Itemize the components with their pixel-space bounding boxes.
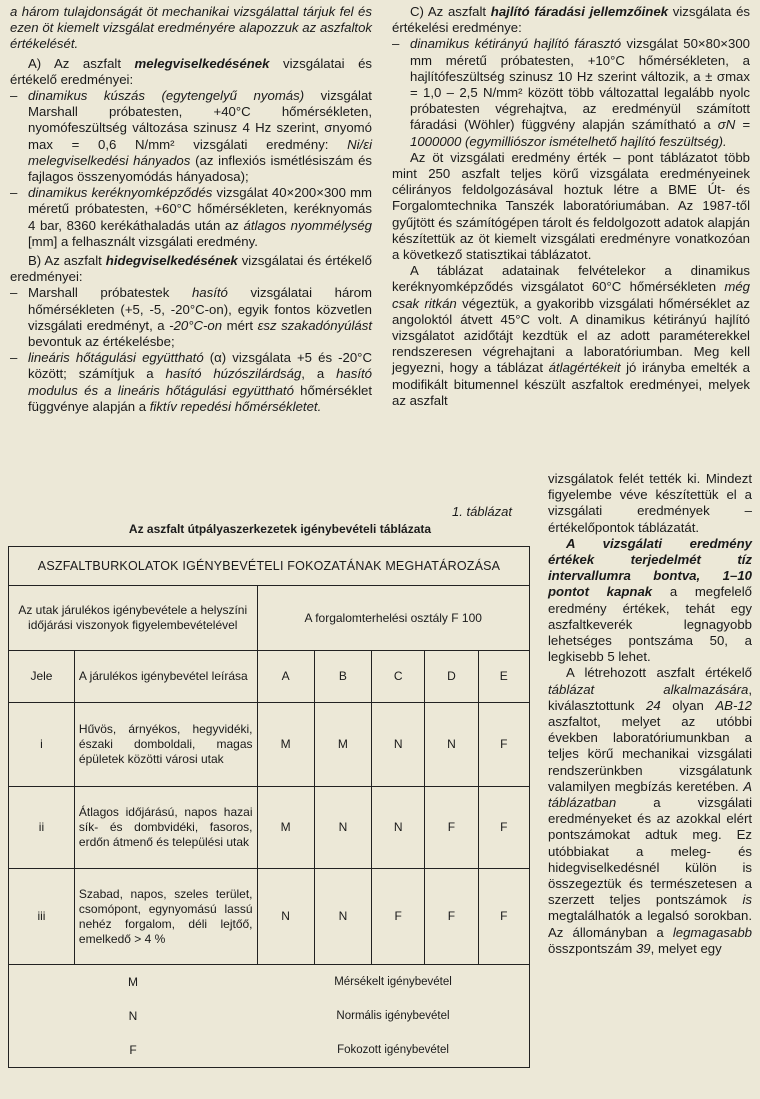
row-value: F — [425, 869, 478, 965]
row-value: M — [257, 703, 314, 787]
table-class-d: D — [425, 651, 478, 703]
row-value: F — [478, 787, 529, 869]
intro-paragraph: a három tulajdonságát öt mechanikai vizsgálattal tárjuk fel és ezen öt kiemelt vizsgálat eredményére alapozzuk az aszfaltok értékelését. — [10, 4, 372, 52]
paragraph-selection: A létrehozott aszfalt értékelő táblázat alkalmazására, kiválasztottunk 24 olyan AB-12 aszfaltot, melyet az utóbbi években laboratóriumunkban a teljes körű mechanikai vizsgálati rendszerünkben vizsgálatunk valamilyen megbízás keretében. A táblázatban a vizsgálati eredményeket és az azokkal elért pontszámokat adtuk meg. Ez utóbbiakat a meleg- és hidegviselkedésnél külön is összegeztük és természetesen a szerzett teljes pontszámok is megtalálhatók a legalsó sorokban. Az állományban a legmagasabb összpontszám 39, melyet egy — [548, 665, 753, 956]
legend-label: Fokozott igénybevétel — [257, 1033, 530, 1068]
legend-label: Normális igénybevétel — [257, 999, 530, 1033]
row-value: F — [478, 869, 529, 965]
row-value: N — [372, 703, 425, 787]
legend-key: M — [9, 965, 258, 1000]
list-item-fatigue: – dinamikus kétirányú hajlító fárasztó vizsgálat 50×80×300 mm méretű próbatesten, +10°C hőmérsékleten, a hajlítófeszültség szinusz 10 Hz szerint változik, a ± σmax = 1,0 – 2,5 N/mm² között több változattal legalább nyolc próbatesten végrehajtva, az eredményül számított fáradási (Wöhler) függvény alapján számítható a σN = 1000000 (egymilliószor ismételhető hajlító feszültség). — [392, 36, 750, 149]
paragraph-points: A vizsgálati eredmény értékek terjedelmét tíz intervallumra bontva, 1–10 pontot kapnak a megfelelő eredmény értékek, tehát egy aszfaltkeverék legnagyobb lehetséges pontszáma 50, a legkisebb 5 lehet. — [548, 535, 753, 665]
table-col-desc: A járulékos igénybevétel leírása — [74, 651, 257, 703]
legend-row — [9, 965, 530, 1000]
row-value: N — [314, 787, 371, 869]
list-item-splitting: – Marshall próbatestek hasító vizsgálatai három hőmérsékleten (+5, -5, -20°C-on), egyik fontos közvetlen vizsgálati eredményt, a -20°C-on mért εsz szakadónyúlást bevontuk az értékelésbe; — [10, 285, 372, 350]
row-code: iii — [9, 869, 75, 965]
row-desc: Hűvös, árnyékos, hegyvidéki, északi domboldali, magas épületek közötti városi utak — [74, 703, 257, 787]
list-item-creep: – dinamikus kúszás (egytengelyű nyomás) vizsgálat Marshall próbatesten, +40°C hőmérsékleten, nyomófeszültség változása szinusz 4 Hz szerint, σnyomó max = 0,6 N/mm² vizsgálati eredmény: Ni/εi melegviselkedési hányados (az inflexiós ismétlésiszám és fajlagos összenyomódás hányadosa); — [10, 88, 372, 185]
row-value: F — [478, 703, 529, 787]
table-row — [9, 703, 530, 787]
row-desc: Átlagos időjárású, napos hazai sík- és dombvidéki, fasoros, erdőn átmenő és települési utak — [74, 787, 257, 869]
table-class-b: B — [314, 651, 371, 703]
section-b-heading: B) Az aszfalt hidegviselkedésének vizsgálatai és értékelő eredményei: — [10, 253, 372, 285]
table-traffic-header: A forgalomterhelési osztály F 100 — [257, 586, 530, 651]
paragraph-table-data: A táblázat adatainak felvételekor a dinamikus keréknyomképződés vizsgálatot 60°C hőmérsékleten még csak ritkán végeztük, a gyakoribb vizsgálati hőmérséklet az angoloktól átvett 45°C volt. A dinamikus kétirányú hajlító vizsgálatot azidőtájt kezdtük el az adott paraméterekkel rendszeresen végrehajtani a laboratóriumban. Meg kell jegyezni, hogy a táblázat átlagértékeit jó irányba emelték a modifikált bitumennel készült aszfaltok eredményei, melyek az aszfalt — [392, 263, 751, 408]
list-item-thermal: – lineáris hőtágulási együttható (α) vizsgálata +5 és -20°C között; számítjuk a hasító húzószilárdság, a hasító modulus és a lineáris hőtágulási együttható hőmérséklet függvénye alapján a fiktív repedési hőmérsékletet. — [10, 350, 372, 415]
row-desc: Szabad, napos, szeles terület, csomópont, egynyomású lassú nehéz forgalom, déli lejtőő, emelkedő > 4 % — [74, 869, 257, 965]
table-class-e: E — [478, 651, 529, 703]
list-item-rutting: – dinamikus keréknyomképződés vizsgálat 40×200×300 mm méretű próbatesten, +60°C hőmérsékleten, keréknyomás 4 bar, 8360 kerékáthaladás után az átlagos nyommélység [mm] a felhasznált vizsgálati eredmény. — [10, 185, 372, 250]
paragraph-table-data-cont: vizsgálatok felét tették ki. Mindezt figyelembe véve készítettük el a vizsgálati eredmények – értékelőpontok táblázatát. — [548, 471, 752, 535]
section-c-heading: C) Az aszfalt hajlító fáradási jellemzőinek vizsgálata és értékelési eredménye: — [392, 4, 750, 36]
requirement-table — [8, 546, 530, 1068]
legend-row — [9, 999, 530, 1033]
row-code: ii — [9, 787, 75, 869]
section-a-heading: A) Az aszfalt melegviselkedésének vizsgálatai és értékelő eredményei: — [10, 55, 372, 87]
row-value: M — [314, 703, 371, 787]
legend-key: N — [9, 999, 258, 1033]
legend-key: F — [9, 1033, 258, 1068]
row-value: N — [425, 703, 478, 787]
table-main-header: ASZFALTBURKOLATOK IGÉNYBEVÉTELI FOKOZATÁNAK MEGHATÁROZÁSA — [9, 547, 530, 586]
table-class-a: A — [257, 651, 314, 703]
row-value: F — [372, 869, 425, 965]
row-value: N — [314, 869, 371, 965]
table-class-c: C — [372, 651, 425, 703]
row-value: F — [425, 787, 478, 869]
table-number: 1. táblázat — [452, 504, 512, 519]
table-row — [9, 787, 530, 869]
row-value: M — [257, 787, 314, 869]
row-value: N — [372, 787, 425, 869]
paragraph-table-origin: Az öt vizsgálati eredmény érték – pont táblázatot több mint 250 aszfalt teljes körű vizsgálata eredményeinek célirányos feldolgozásával hoztuk létre a BME Út- és Forgalomtechnika Tanszék laboratóriumában. Az 1987-től gyűjtött és számítógépen tárolt és feldolgozott adatok alapján készítettük az öt kiemelt vizsgálati eredményre vonatkozóan a következő statisztikai táblázatot. — [392, 149, 750, 263]
right-narrow-column — [548, 471, 752, 957]
table-col-code: Jele — [9, 651, 75, 703]
right-column — [392, 4, 750, 409]
legend-label: Mérsékelt igénybevétel — [257, 965, 530, 1000]
legend-row — [9, 1033, 530, 1068]
row-value: N — [257, 869, 314, 965]
table-left-header: Az utak járulékos igénybevétele a helyszíni időjárási viszonyok figyelembevételével — [9, 586, 258, 651]
table-title: Az aszfalt útpályaszerkezetek igénybevételi táblázata — [128, 522, 432, 536]
table-row — [9, 869, 530, 965]
left-column — [10, 4, 372, 415]
row-code: i — [9, 703, 75, 787]
